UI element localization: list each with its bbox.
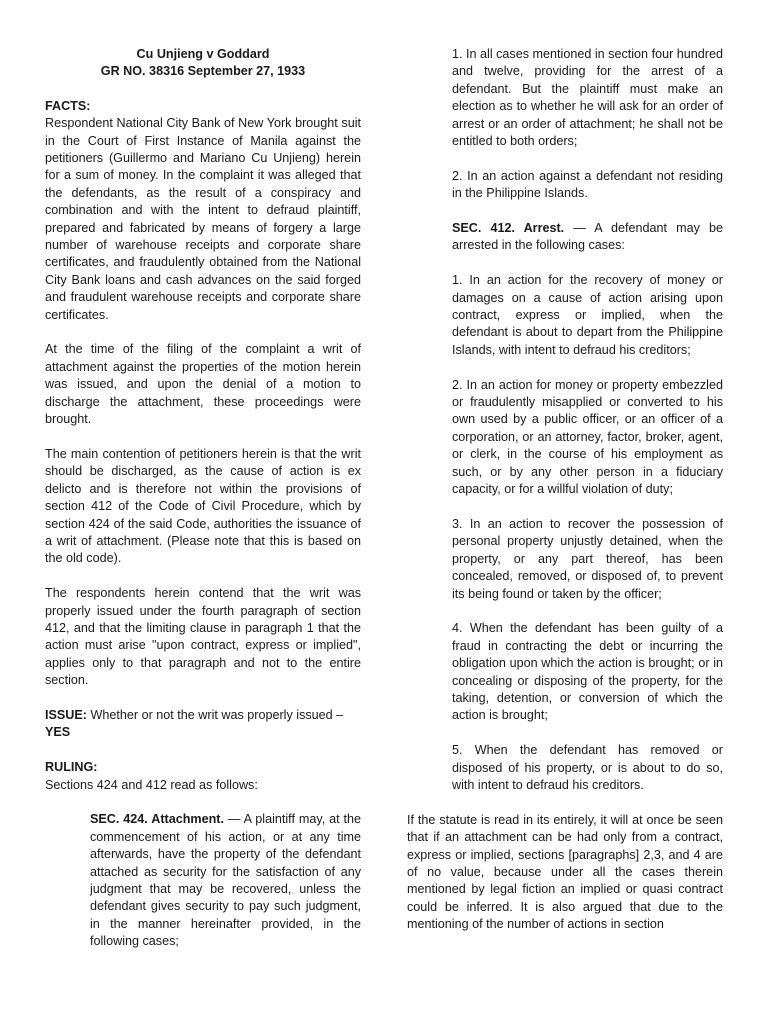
sec-424-text bbox=[45, 811, 361, 950]
sec-412-item-3: 3. In an action to recover the possession of personal property unjustly detained, when the property, or any part thereof, has been concealed, removed, or disposed of, to prevent its being found or taken by the officer; bbox=[452, 516, 723, 601]
sec-424-label: SEC. 424. Attachment. bbox=[90, 812, 224, 827]
issue-statement bbox=[45, 707, 361, 742]
sec-412-label: SEC. 412. Arrest. bbox=[452, 221, 565, 236]
ruling-intro: Sections 424 and 412 read as follows: bbox=[45, 777, 258, 792]
sec-412-body: — A defendant may be arrested in the following cases: bbox=[452, 221, 723, 253]
facts-paragraph-2: At the time of the filing of the complaint a writ of attachment against the properties of the motion herein was issued, and upon the denial of a motion to discharge the attachment, these proceedings were brought. bbox=[45, 342, 361, 427]
ruling-conclusion: If the statute is read in its entirely, it will at once be seen that if an attachment can be had only from a contract, express or implied, sections [paragraphs] 2,3, and 4 are of no value, because under all the cases therein mentioned by legal fiction an implied or quasi contract could be inferred. It is also argued that due to the mentioning of the number of actions in section bbox=[407, 812, 723, 932]
left-column bbox=[45, 46, 361, 968]
sec-412-item-5: 5. When the defendant has removed or disposed of his property, or is about to do so, with intent to defraud his creditors. bbox=[452, 743, 723, 792]
facts-heading: FACTS: bbox=[45, 98, 91, 113]
sec-412-item-2: 2. In an action for money or property embezzled or fraudulently misapplied or converted to his own used by a public officer, or an officer of a corporation, or an attorney, factor, broker, agent, or clerk, in the course of his employment as such, or by any other person in a fiduciary capacity, or for a willful violation of duty; bbox=[452, 377, 723, 497]
facts-paragraph-3: The main contention of petitioners herein is that the writ should be discharged, as the cause of action is ex delicto and is therefore not within the provisions of section 412 of the Code of Civil Procedure, which by section 424 of the said Code, authorities the issuance of a writ of attachment. (Please note that this is based on the old code). bbox=[45, 446, 361, 566]
right-column bbox=[407, 46, 723, 934]
sec-412-item-1: 1. In an action for the recovery of money or damages on a cause of action arising upon contract, express or implied, when the defendant is about to depart from the Philippine Islands, with intent to defraud his creditors; bbox=[452, 273, 723, 357]
case-number: GR NO. 38316 September 27, 1933 bbox=[100, 64, 306, 79]
issue-label: ISSUE: bbox=[45, 707, 87, 722]
ruling-heading: RULING: bbox=[45, 760, 98, 775]
case-header bbox=[45, 46, 361, 81]
facts-paragraph-1: Respondent National City Bank of New York brought suit in the Court of First Instance of Manila against the petitioners (Guillermo and Mariano Cu Unjieng) herein for a sum of money. In the complaint it was alleged that the defendants, as the result of a conspiracy and combination and with the intent to defraud plaintiff, prepared and fabricated by means of forgery a large number of warehouse receipts and corporate share certificates, and fraudulently obtained from the National City Bank loans and cash advances on the said forged and fraudulent warehouse receipts and corporate share certificates. bbox=[45, 116, 361, 322]
facts-paragraph-4: The respondents herein contend that the writ was properly issued under the fourth paragraph of section 412, and that the limiting clause in paragraph 1 that the action must arise "upon contract, express or implied", applies only to that paragraph and not to the entire section. bbox=[45, 586, 361, 688]
sec-424-item-2: 2. In an action against a defendant not residing in the Philippine Islands. bbox=[452, 168, 723, 201]
sec-412-item-4: 4. When the defendant has been guilty of a fraud in contracting the debt or incurring the obligation upon which the action is brought; or in concealing or disposing of the property, for the taking, detention, or conversion of which the action is brought; bbox=[452, 621, 723, 723]
case-title: Cu Unjieng v Goddard bbox=[136, 47, 270, 61]
sec-412-text bbox=[407, 220, 723, 255]
sec-424-item-1: 1. In all cases mentioned in section four hundred and twelve, providing for the arrest of a defendant. But the plaintiff must make an election as to whether he will ask for an order of arrest or an order of attachment; he shall not be entitled to both orders; bbox=[452, 47, 723, 149]
issue-answer: YES bbox=[45, 725, 71, 740]
issue-text: Whether or not the writ was properly issued – bbox=[87, 707, 344, 722]
sec-424-body: — A plaintiff may, at the commencement of his action, or at any time afterwards, have the property of the defendant attached as security for the satisfaction of any judgment that may be recovered, unless the defendant gives security to pay such judgment, in the manner hereinafter provided, in the following cases; bbox=[90, 812, 361, 949]
